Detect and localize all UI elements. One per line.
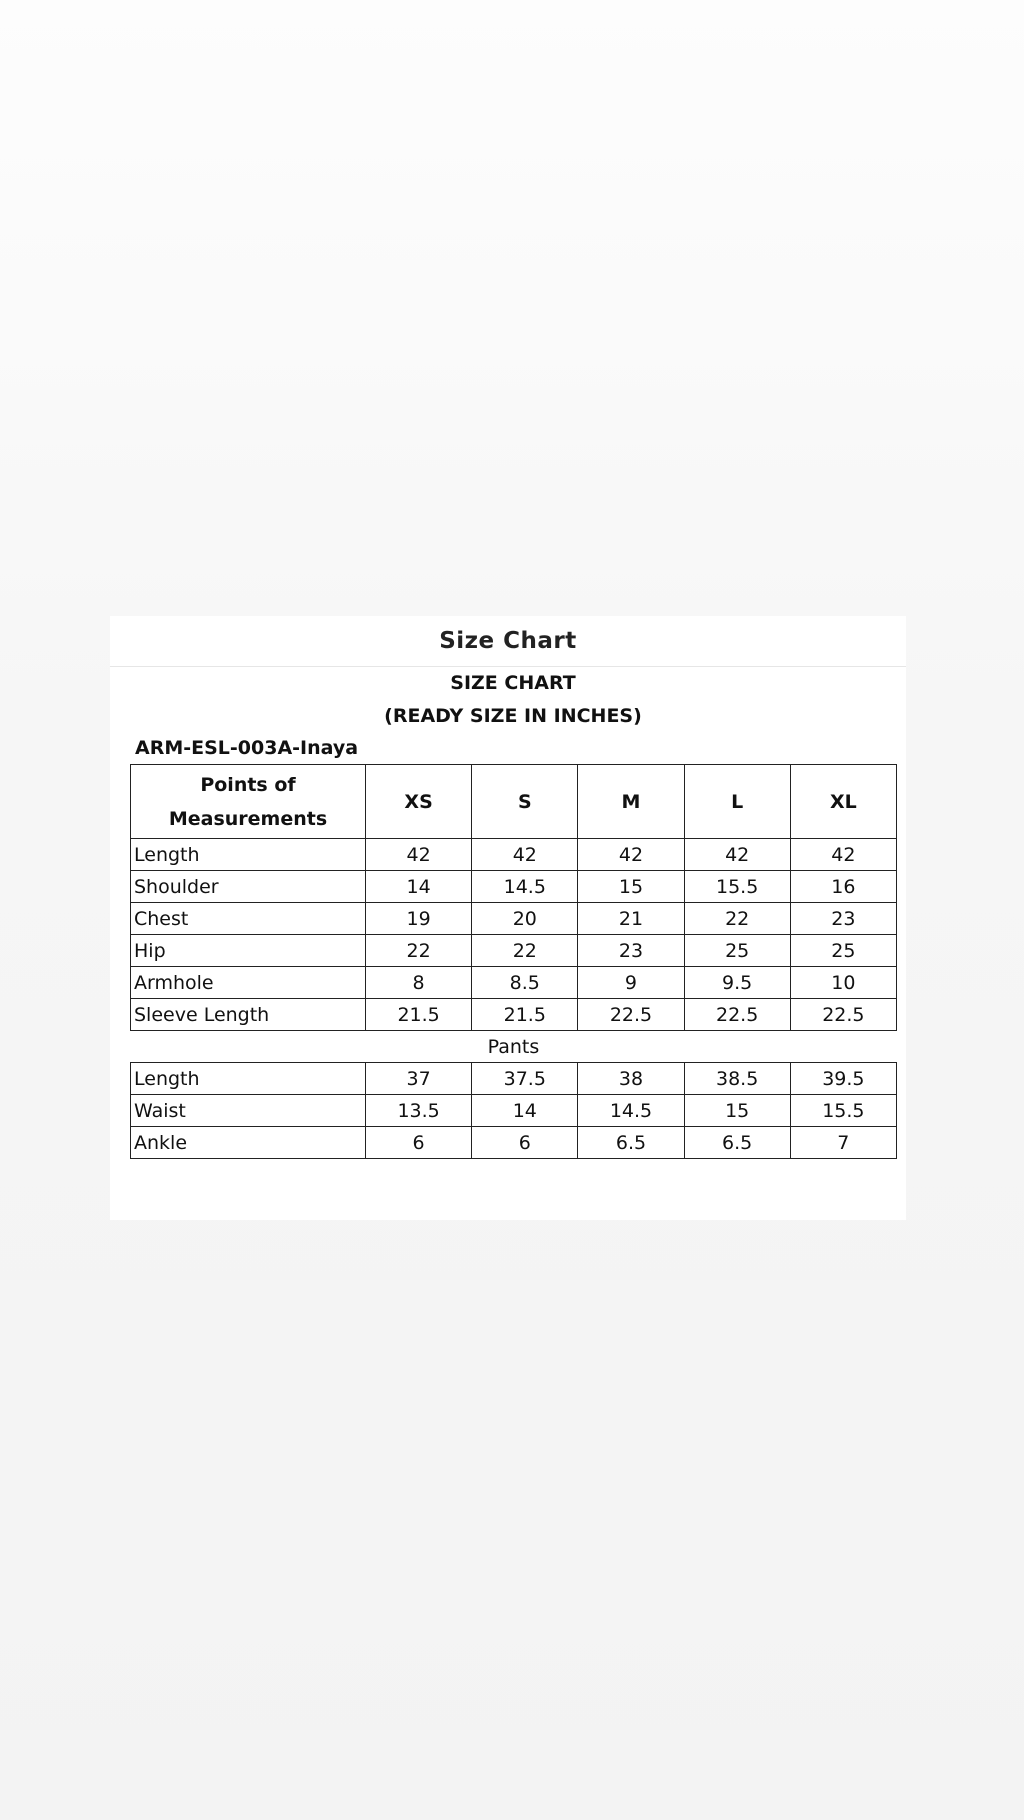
table-cell: 6 — [366, 1127, 472, 1159]
table-row — [131, 1063, 897, 1095]
table-cell: 10 — [790, 967, 896, 999]
row-label: Armhole — [131, 967, 366, 999]
table-cell: 14 — [472, 1095, 578, 1127]
table-cell: 8 — [366, 967, 472, 999]
table-cell: 25 — [790, 935, 896, 967]
table-cell: 38.5 — [684, 1063, 790, 1095]
table-row — [131, 1095, 897, 1127]
table-cell: 15 — [578, 871, 684, 903]
size-header: L — [684, 765, 790, 839]
row-label: Length — [131, 1063, 366, 1095]
table-cell: 8.5 — [472, 967, 578, 999]
table-cell: 22 — [472, 935, 578, 967]
table-cell: 19 — [366, 903, 472, 935]
row-label: Waist — [131, 1095, 366, 1127]
modal-header — [110, 616, 906, 667]
table-row — [131, 967, 897, 999]
points-header — [131, 765, 366, 839]
row-label: Chest — [131, 903, 366, 935]
row-label: Shoulder — [131, 871, 366, 903]
table-row — [131, 871, 897, 903]
table-cell: 38 — [578, 1063, 684, 1095]
table-cell: 42 — [472, 839, 578, 871]
table-row — [131, 999, 897, 1031]
table-cell: 22.5 — [684, 999, 790, 1031]
table-cell: 37 — [366, 1063, 472, 1095]
size-chart-modal — [110, 616, 906, 1220]
pants-section-row — [131, 1031, 897, 1063]
table-cell: 21.5 — [366, 999, 472, 1031]
modal-title: Size Chart — [439, 628, 577, 654]
row-label: Ankle — [131, 1127, 366, 1159]
table-cell: 23 — [578, 935, 684, 967]
pants-section-label: Pants — [131, 1031, 897, 1063]
size-header: M — [578, 765, 684, 839]
table-cell: 39.5 — [790, 1063, 896, 1095]
table-cell: 15 — [684, 1095, 790, 1127]
table-cell: 42 — [578, 839, 684, 871]
table-cell: 6.5 — [578, 1127, 684, 1159]
table-cell: 9.5 — [684, 967, 790, 999]
table-cell: 22.5 — [578, 999, 684, 1031]
table-cell: 6 — [472, 1127, 578, 1159]
table-cell: 9 — [578, 967, 684, 999]
table-header-row — [131, 765, 897, 839]
chart-subheading: (READY SIZE IN INCHES) — [384, 705, 642, 727]
row-label: Sleeve Length — [131, 999, 366, 1031]
table-cell: 14 — [366, 871, 472, 903]
table-cell: 15.5 — [790, 1095, 896, 1127]
points-header-line2: Measurements — [168, 807, 328, 830]
table-row — [131, 903, 897, 935]
table-cell: 6.5 — [684, 1127, 790, 1159]
table-cell: 21 — [578, 903, 684, 935]
chart-heading: SIZE CHART — [450, 672, 576, 694]
table-row — [131, 839, 897, 871]
table-cell: 14.5 — [472, 871, 578, 903]
table-cell: 21.5 — [472, 999, 578, 1031]
table-cell: 22 — [366, 935, 472, 967]
points-header-line1: Points of — [200, 773, 296, 796]
size-chart-image — [130, 667, 896, 1159]
table-cell: 37.5 — [472, 1063, 578, 1095]
table-cell: 22.5 — [790, 999, 896, 1031]
table-cell: 7 — [790, 1127, 896, 1159]
table-cell: 42 — [790, 839, 896, 871]
size-table — [130, 764, 897, 1159]
size-header: S — [472, 765, 578, 839]
size-header: XS — [366, 765, 472, 839]
table-cell: 42 — [684, 839, 790, 871]
table-cell: 23 — [790, 903, 896, 935]
table-cell: 20 — [472, 903, 578, 935]
table-cell: 16 — [790, 871, 896, 903]
table-cell: 13.5 — [366, 1095, 472, 1127]
table-cell: 42 — [366, 839, 472, 871]
product-code: ARM-ESL-003A-Inaya — [135, 737, 359, 759]
table-row — [131, 935, 897, 967]
table-cell: 22 — [684, 903, 790, 935]
size-header: XL — [790, 765, 896, 839]
table-row — [131, 1127, 897, 1159]
table-cell: 14.5 — [578, 1095, 684, 1127]
row-label: Hip — [131, 935, 366, 967]
table-cell: 15.5 — [684, 871, 790, 903]
row-label: Length — [131, 839, 366, 871]
table-cell: 25 — [684, 935, 790, 967]
